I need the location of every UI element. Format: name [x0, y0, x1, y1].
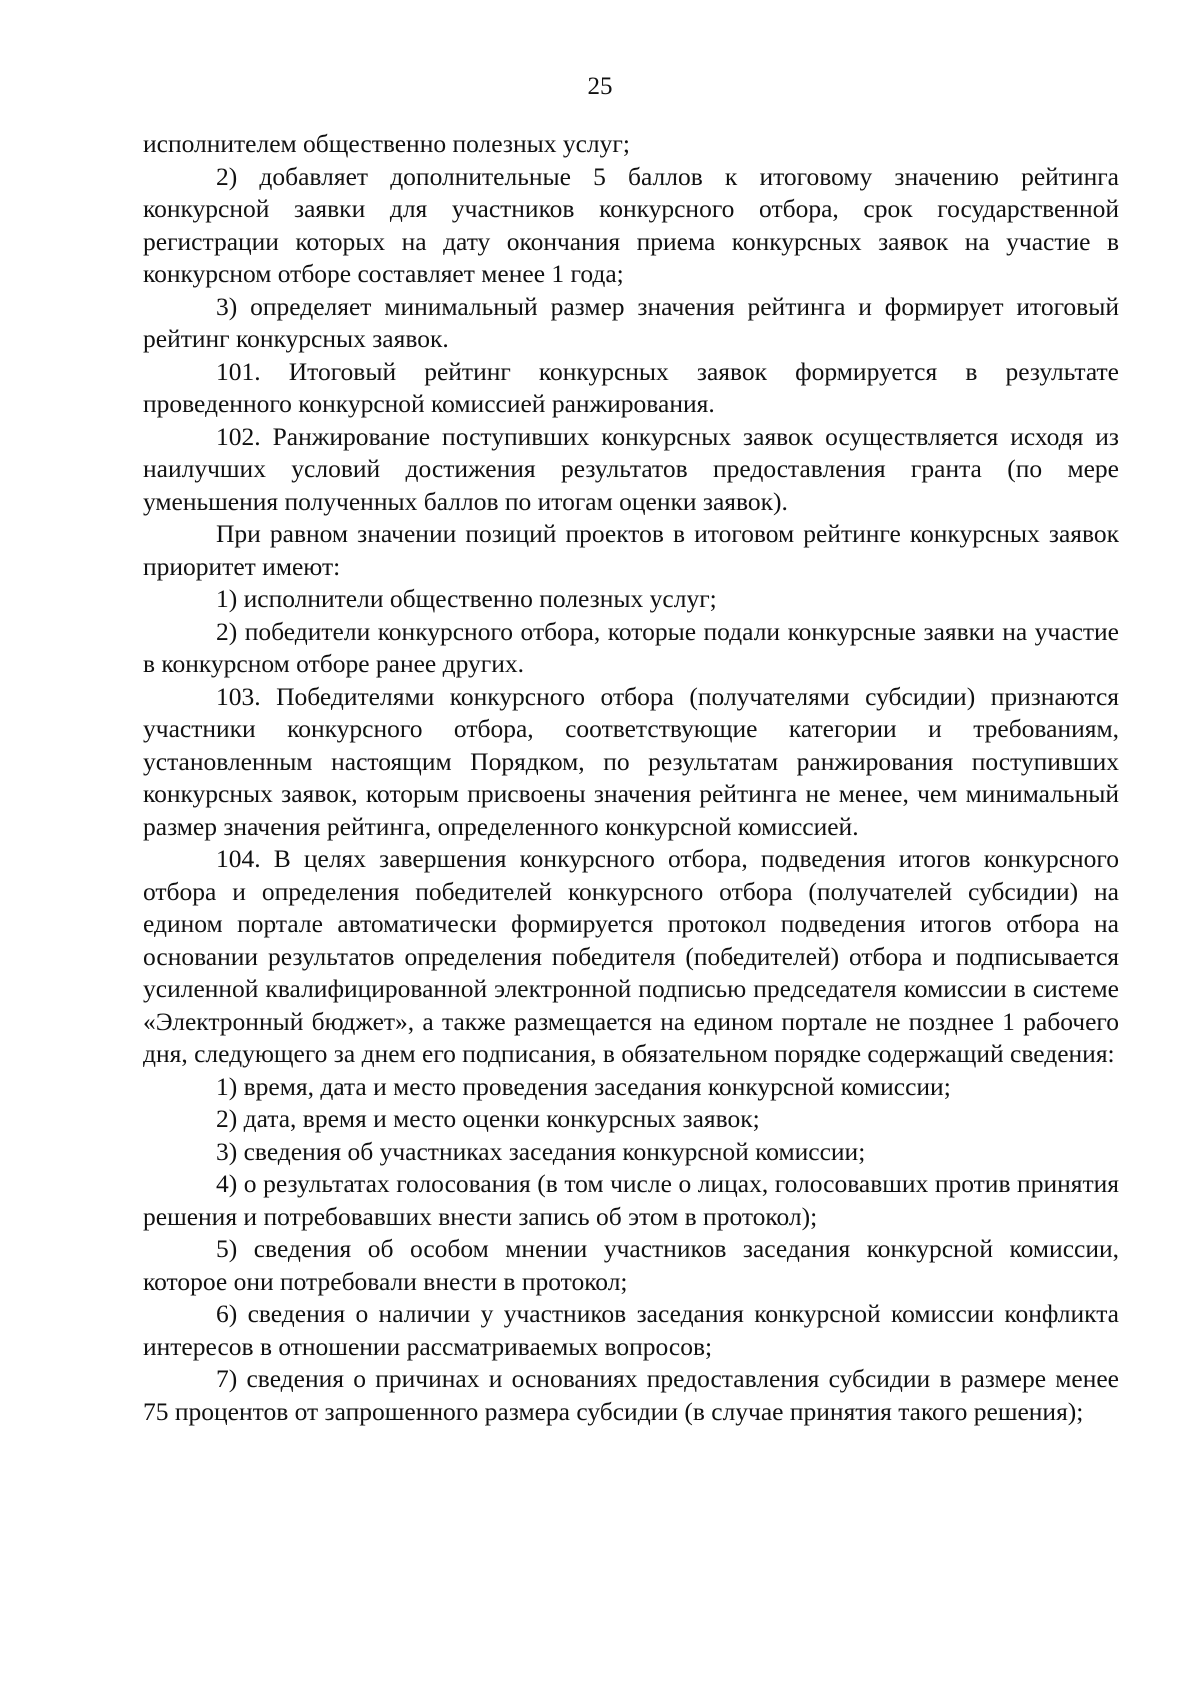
paragraph-priority-intro: При равном значении позиций проектов в итоговом рейтинге конкурсных заявок приоритет имеют: — [143, 519, 1119, 581]
paragraph-protocol-item-3: 3) сведения об участниках заседания конкурсной комиссии; — [216, 1136, 866, 1166]
paragraph-104: 104. В целях завершения конкурсного отбора, подведения итогов конкурсного отбора и определения победителей конкурсного отбора (получателей субсидии) на едином портале автоматически формируется протокол подведения итогов отбора на основании результатов определения победителя (победителей) отбора и подписывается усиленной квалифицированной электронной подписью председателя комиссии в системе «Электронный бюджет», а также размещается на едином портале не позднее 1 рабочего дня, следующего за днем его подписания, в обязательном порядке содержащий сведения: — [143, 844, 1119, 1068]
paragraph-item-3-minimum-rating: 3) определяет минимальный размер значения рейтинга и формирует итоговый рейтинг конкурсных заявок. — [143, 291, 1119, 353]
paragraph-priority-item-2: 2) победители конкурсного отбора, которые подали конкурсные заявки на участие в конкурсном отборе ранее других. — [143, 616, 1119, 678]
paragraph-102: 102. Ранжирование поступивших конкурсных заявок осуществляется исходя из наилучших условий достижения результатов предоставления гранта (по мере уменьшения полученных баллов по итогам оценки заявок). — [143, 421, 1119, 516]
paragraph-priority-item-1: 1) исполнители общественно полезных услуг; — [216, 584, 717, 613]
paragraph-protocol-item-2: 2) дата, время и место оценки конкурсных заявок; — [216, 1104, 760, 1133]
paragraph-protocol-item-4: 4) о результатах голосования (в том числе о лицах, голосовавших против принятия решения и потребовавших внести запись об этом в протокол); — [143, 1169, 1119, 1231]
paragraph-protocol-item-7: 7) сведения о причинах и основаниях предоставления субсидии в размере менее 75 процентов от запрошенного размера субсидии (в случае принятия такого решения); — [143, 1364, 1119, 1426]
paragraph-protocol-item-6: 6) сведения о наличии у участников заседания конкурсной комиссии конфликта интересов в отношении рассматриваемых вопросов; — [143, 1299, 1119, 1361]
paragraph-continuation: исполнителем общественно полезных услуг; — [143, 129, 630, 158]
paragraph-protocol-item-5: 5) сведения об особом мнении участников заседания конкурсной комиссии, которое они потребовали внести в протокол; — [143, 1234, 1119, 1296]
paragraph-103: 103. Победителями конкурсного отбора (получателями субсидии) признаются участники конкурсного отбора, соответствующие категории и требованиям, установленным настоящим Порядком, по результатам ранжирования поступивших конкурсных заявок, которым присвоены значения рейтинга не менее, чем минимальный размер значения рейтинга, определенного конкурсной комиссией. — [143, 681, 1119, 841]
paragraph-protocol-item-1: 1) время, дата и место проведения заседания конкурсной комиссии; — [216, 1071, 951, 1101]
document-body — [143, 128, 1119, 1428]
paragraph-item-2-bonus-points: 2) добавляет дополнительные 5 баллов к итоговому значению рейтинга конкурсной заявки для участников конкурсного отбора, срок государственной регистрации которых на дату окончания приема конкурсных заявок на участие в конкурсном отборе составляет менее 1 года; — [143, 161, 1119, 288]
paragraph-101: 101. Итоговый рейтинг конкурсных заявок формируется в результате проведенного конкурсной комиссией ранжирования. — [143, 356, 1119, 418]
page-number: 25 — [587, 73, 613, 100]
